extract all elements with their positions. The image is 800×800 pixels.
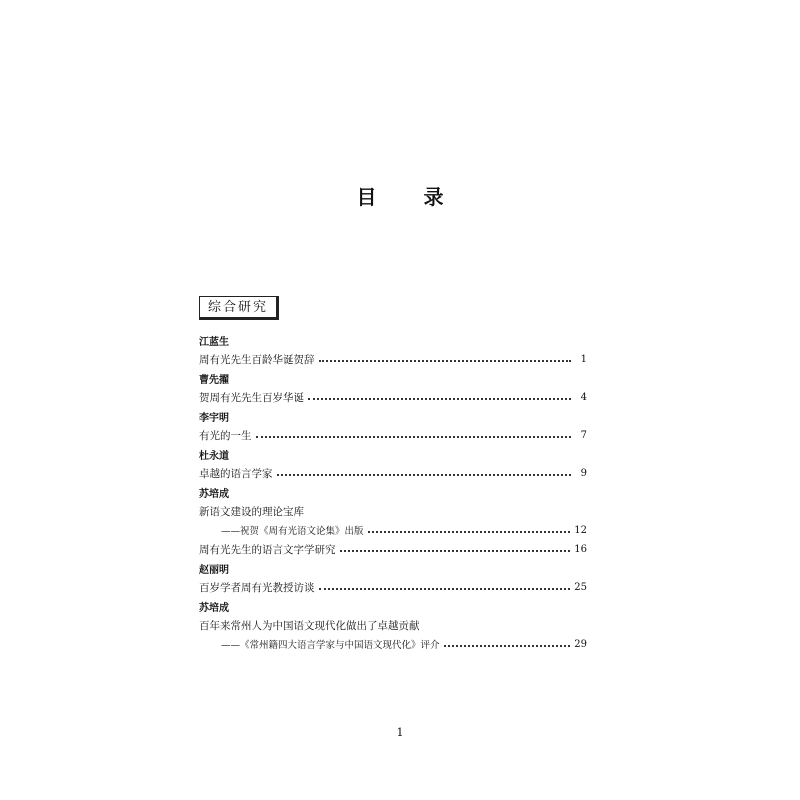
- toc-entry[interactable]: [199, 426, 587, 444]
- entry-title: 新语文建设的理论宝库: [199, 505, 304, 518]
- dot-leader: [340, 549, 571, 552]
- dot-leader: [308, 397, 571, 400]
- entry-title: 有光的一生: [199, 429, 252, 442]
- section-heading: 综合研究: [199, 296, 279, 320]
- toc-entry[interactable]: [199, 502, 587, 520]
- entry-page-number: 16: [574, 543, 587, 555]
- author-name: 杜永道: [199, 450, 229, 462]
- toc-entry-subtitle-row[interactable]: [199, 635, 587, 653]
- dot-leader: [277, 473, 572, 476]
- author-name: 李宇明: [199, 412, 229, 424]
- toc-entry-subtitle-row[interactable]: [199, 521, 587, 539]
- entry-subtitle: ——祝贺《周有光语文论集》出版: [221, 526, 364, 537]
- toc-entry[interactable]: [199, 464, 587, 482]
- author-name: 苏培成: [199, 602, 229, 614]
- toc-entry[interactable]: [199, 388, 587, 406]
- toc-entry[interactable]: [199, 578, 587, 596]
- dot-leader: [319, 587, 571, 590]
- entry-page-number: 12: [574, 524, 587, 536]
- entry-page-number: 1: [580, 353, 587, 365]
- author-name: 赵丽明: [199, 564, 229, 576]
- entry-page-number: 7: [580, 429, 587, 441]
- toc-entry[interactable]: [199, 540, 587, 558]
- toc-entry[interactable]: [199, 616, 587, 634]
- entry-title: 贺周有光先生百岁华诞: [199, 391, 304, 404]
- dot-leader: [256, 435, 572, 438]
- author-name: 苏培成: [199, 488, 229, 500]
- entry-title: 百岁学者周有光教授访谈: [199, 581, 315, 594]
- entry-title: 卓越的语言学家: [199, 467, 273, 480]
- entry-page-number: 9: [580, 467, 587, 479]
- entry-page-number: 29: [574, 638, 587, 650]
- author-name: 曹先擢: [199, 374, 229, 386]
- entry-title: 百年来常州人为中国语文现代化做出了卓越贡献: [199, 619, 420, 632]
- entry-subtitle: ——《常州籍四大语言学家与中国语文现代化》评介: [221, 640, 440, 651]
- dot-leader: [368, 530, 571, 533]
- dot-leader: [319, 359, 572, 362]
- dot-leader: [444, 644, 571, 647]
- entry-page-number: 4: [580, 391, 587, 403]
- entry-title: 周有光先生百龄华诞贺辞: [199, 353, 315, 366]
- toc-entry[interactable]: [199, 350, 587, 368]
- author-name: 江蓝生: [199, 336, 229, 348]
- page-title: 目 录: [356, 185, 464, 209]
- entry-page-number: 25: [574, 581, 587, 593]
- page-number: 1: [396, 726, 404, 739]
- entry-title: 周有光先生的语言文字学研究: [199, 543, 336, 556]
